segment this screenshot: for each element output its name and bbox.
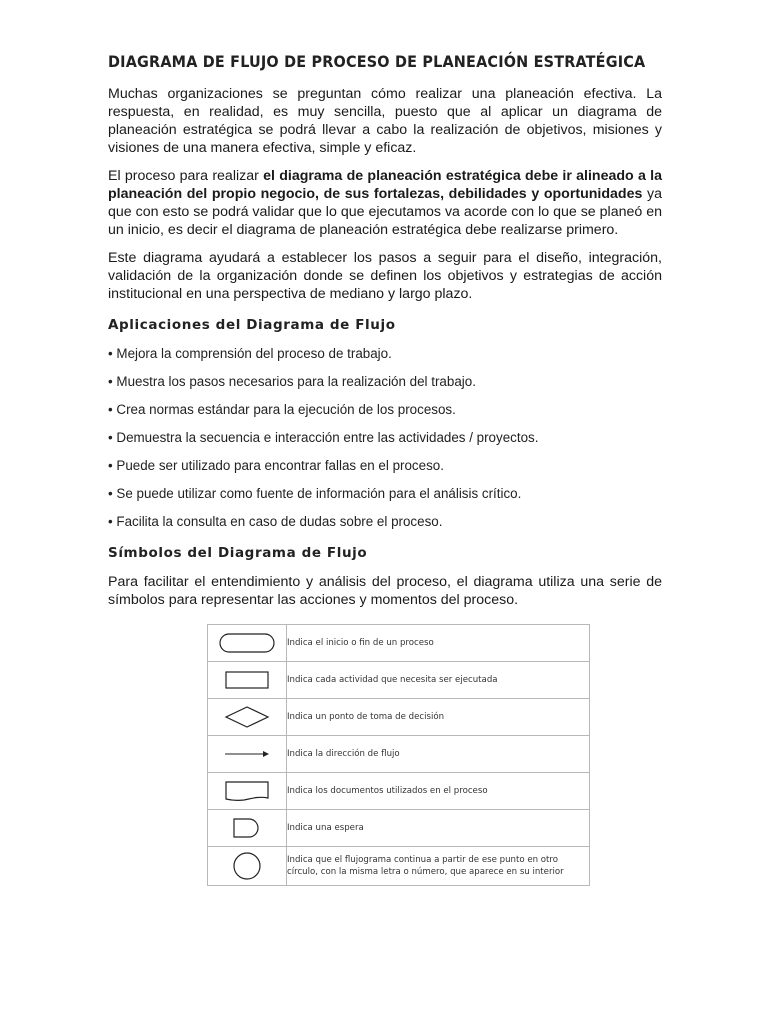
symbol-cell [208, 736, 287, 773]
symbol-description: Indica los documentos utilizados en el proceso [287, 773, 590, 810]
symbol-cell [208, 847, 287, 886]
symbol-cell [208, 699, 287, 736]
paragraph-intro: Muchas organizaciones se preguntan cómo realizar una planeación efectiva. La respuesta, en realidad, es muy sencilla, puesto que al aplicar un diagrama de planeación estratégica se podrá llevar a cabo la realización de objetivos, misiones y visiones de una manera efectiva, simple y eficaz. [108, 86, 662, 156]
terminator-icon [219, 632, 275, 654]
symbol-description: Indica cada actividad que necesita ser ejecutada [287, 662, 590, 699]
heading-applications: Aplicaciones del Diagrama de Flujo [108, 317, 396, 333]
symbol-description: Indica una espera [287, 810, 590, 847]
symbol-description: Indica la dirección de flujo [287, 736, 590, 773]
paragraph-process-end: ya que con esto se podrá validar que lo que ejecutamos va acorde con lo que se planeó en un inicio, es decir el diagrama de planeación estratégica debe realizarse primero. [108, 186, 662, 238]
document-icon [224, 780, 270, 802]
symbol-cell [208, 810, 287, 847]
heading-symbols: Símbolos del Diagrama de Flujo [108, 545, 368, 561]
table-row [208, 699, 590, 736]
applications-list [108, 345, 662, 531]
symbol-cell [208, 625, 287, 662]
paragraph-process-start: El proceso para realizar [108, 168, 264, 184]
symbol-cell [208, 773, 287, 810]
table-row [208, 625, 590, 662]
table-row [208, 847, 590, 886]
symbol-description: Indica el inicio o fin de un proceso [287, 625, 590, 662]
list-item: • Mejora la comprensión del proceso de trabajo. [108, 346, 392, 361]
flow-arrow-icon [223, 748, 271, 760]
symbol-cell [208, 662, 287, 699]
symbols-table [207, 624, 590, 886]
table-row [208, 736, 590, 773]
delay-icon [232, 817, 262, 839]
paragraph-symbols: Para facilitar el entendimiento y análisis del proceso, el diagrama utiliza una serie de símbolos para representar las acciones y momentos del proceso. [108, 574, 662, 608]
paragraph-process-bold: el diagrama de planeación estratégica debe ir alineado a la planeación del propio negocio, de sus fortalezas, debilidades y oportunidades [108, 168, 662, 202]
table-row [208, 773, 590, 810]
list-item: • Demuestra la secuencia e interacción entre las actividades / proyectos. [108, 430, 539, 445]
list-item: • Crea normas estándar para la ejecución de los procesos. [108, 402, 456, 417]
page-title: DIAGRAMA DE FLUJO DE PROCESO DE PLANEACIÓN ESTRATÉGICA [108, 52, 646, 71]
list-item: • Facilita la consulta en caso de dudas sobre el proceso. [108, 514, 443, 529]
paragraph-process [108, 167, 662, 239]
decision-diamond-icon [224, 705, 270, 729]
symbols-table-wrap [207, 624, 590, 886]
list-item: • Puede ser utilizado para encontrar fallas en el proceso. [108, 458, 444, 473]
table-row [208, 662, 590, 699]
process-rectangle-icon [225, 670, 269, 690]
list-item: • Se puede utilizar como fuente de información para el análisis crítico. [108, 486, 522, 501]
list-item: • Muestra los pasos necesarios para la realización del trabajo. [108, 374, 476, 389]
paragraph-purpose: Este diagrama ayudará a establecer los pasos a seguir para el diseño, integración, validación de la organización donde se definen los objetivos y estrategias de acción institucional en una perspectiva de mediano y largo plazo. [108, 250, 662, 302]
symbol-description: Indica un ponto de toma de decisión [287, 699, 590, 736]
table-row [208, 810, 590, 847]
connector-circle-icon [232, 851, 262, 881]
symbol-description: Indica que el flujograma continua a partir de ese punto en otro círculo, con la misma letra o número, que aparece en su interior [287, 847, 590, 886]
document-page [108, 52, 662, 619]
